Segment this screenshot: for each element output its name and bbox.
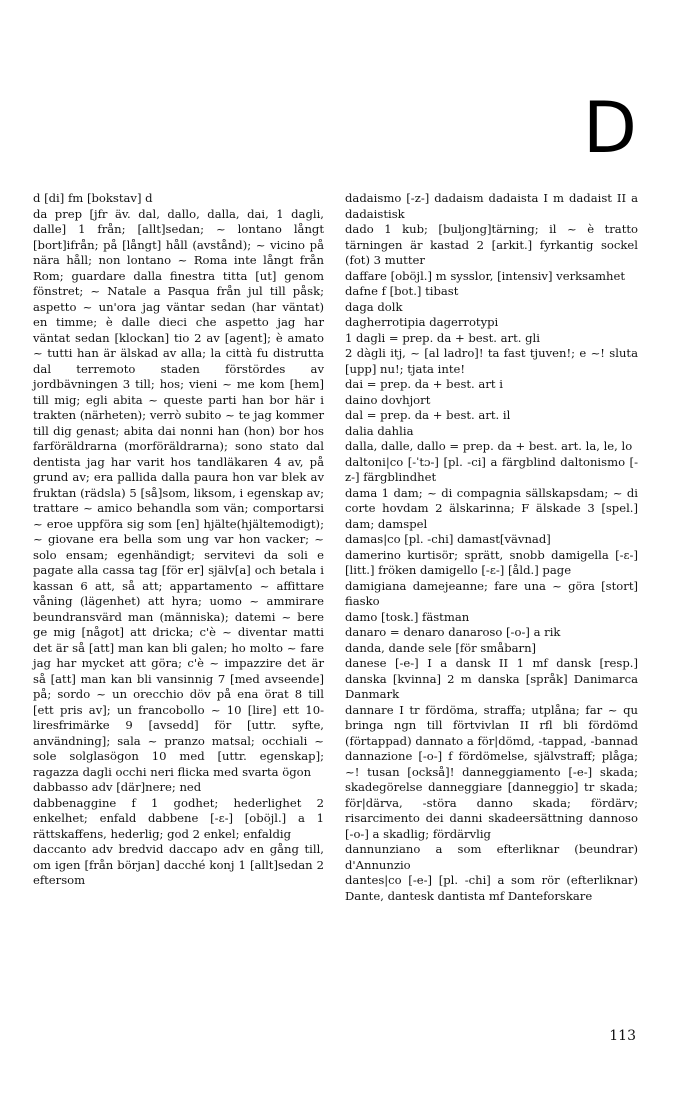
dictionary-entry: dama 1 dam; ~ di compagnia sällskapsdam; ~ di corte hovdam 2 älskarinna; F älskade 3 [spel.] dam; damspel [345,485,638,531]
dictionary-entry: damigiana damejeanne; fare una ~ göra [stort] fiasko [345,578,638,608]
dictionary-entry: 1 dagli = prep. da + best. art. gli [345,330,540,345]
dictionary-entry: d [di] fm [bokstav] d [33,191,153,205]
dictionary-entry: daga dolk [345,299,403,314]
dictionary-entry: daccanto adv bredvid daccapo adv en gång till, om igen [från början] dacché konj 1 [allt]sedan 2 eftersom [33,842,324,887]
dictionary-entry: 2 dàgli itj, ~ [al ladro]! ta fast tjuven!; e ~! sluta [upp] nu!; tjata inte! [345,346,638,376]
dictionary-entry: dagherrotipia dagerrotypi [345,315,499,329]
dictionary-entry: da prep [jfr äv. dal, dallo, dalla, dai, 1 dagli, dalle] 1 från; [allt]sedan; ~ lontano långt [bort]ifrån; på [långt] håll (avstånd); ~ vicino på nära håll; non lontano ~ Roma inte långt från Rom; guardare dalla finestra titta [ut] genom fönstret; ~ Natale a Pasqua från jul till påsk; aspetto ~ un'ora jag väntar sedan (har väntat) en timme; è dalle dieci che aspetto jag har väntat sedan [klockan] tio 2 av [agent]; è amato ~ tutti han är älskad av alla; la città fu distrutta dal terremoto staden förstördes av jordbävningen 3 till; hos; vieni ~ me kom [hem] till mig; egli abita ~ queste parti han bor här i trakten (närheten); verrò subito ~ te jag kommer till dig genast; abita dai nonni han (hon) bor hos farföräldrarna (morföräldrarna); sono stato dal dentista jag har varit hos tandläkaren 4 av, på grund av; era pallida dalla paura hon var blek av fruktan (rädsla) 5 [så]som, liksom, i egenskap av; trattare ~ amico behandla som vän; comportarsi ~ eroe uppföra sig som [en] hjälte(hjältemodigt); ~ giovane era bella som ung var hon vacker; ~ solo ensam; egenhändigt; servitevi da soli e pagate alla cassa tag [för er] själv[a] och betala i kassan 6 att, så att; appartamento ~ affittare våning (lägenhet) att hyra; uomo ~ ammirare beundransvärd man (människa); datemi ~ bere ge mig [något] att dricka; c'è ~ diventar matti det är så [att] man kan bli galen; ho molto ~ fare jag har mycket att göra; c'è ~ impazzire det är så [att] man kan bli vansinnig 7 [med avseende] på; sordo ~ un orecchio döv på ena örat 8 till [ett pris av]; un francobollo ~ 10 [lire] ett 10-liresfrimärke 9 [avsedd] för [uttr. syfte, användning]; sala ~ pranzo matsal; occhiali ~ sole solglasögon 10 med [uttr. egenskap]; ragazza dagli occhi neri flicka med svarta ögon [33,206,324,779]
dictionary-entry: danese [-e-] I a dansk II 1 mf dansk [resp.] danska [kvinna] 2 m danska [språk] Danimarca Danmark [345,656,638,701]
section-letter: D [583,87,637,169]
dictionary-entry: daino dovhjort [345,392,431,407]
dictionary-entry: dabbenaggine f 1 godhet; hederlighet 2 enkelhet; enfald dabbene [-ɛ-] [oböjl.] a 1 rättskaffens, hederlig; god 2 enkel; enfaldig [33,795,324,841]
dictionary-entry: dado 1 kub; [buljong]tärning; il ~ è tratto tärningen är kastad 2 [arkit.] fyrkantig sockel (fot) 3 mutter [345,222,638,267]
left-column [33,191,324,889]
dictionary-entry: dalla, dalle, dallo = prep. da + best. art. la, le, lo [345,439,633,453]
page-number: 113 [609,1028,636,1044]
dictionary-entry: dannare I tr fördöma, straffa; utplåna; far ~ qu bringa ngn till förtvivlan II rfl bli fördömd (förtappad) dannato a för|dömd, -tappad, -bannad dannazione [-o-] f fördömelse, självstraff; plåga; ~! tusan [också]! danneggiamento [-e-] skada; skadegörelse danneggiare [danneggio] tr skada; för|därva, -störa danno skada; fördärv; risarcimento dei danni skadeersättning dannoso [-o-] a skadlig; fördärvlig [345,702,638,841]
dictionary-entry: dannunziano a som efterliknar (beundrar) d'Annunzio [345,842,638,872]
dictionary-entry: damo [tosk.] fästman [345,609,470,624]
dictionary-entry: dai = prep. da + best. art i [345,377,503,391]
dictionary-entry: danaro = denaro danaroso [-o-] a rik [345,625,561,639]
dictionary-entry: damas|co [pl. -chi] damast[vävnad] [345,532,551,546]
dictionary-entry: dalia dahlia [345,423,414,438]
dictionary-entry: dal = prep. da + best. art. il [345,408,511,422]
right-column [345,191,638,904]
dictionary-entry: damerino kurtisör; sprätt, snobb damigella [-ɛ-] [litt.] fröken damigello [-ɛ-] [åld.] page [345,547,638,577]
dictionary-entry: dabbasso adv [där]nere; ned [33,780,202,794]
dictionary-entry: dantes|co [-e-] [pl. -chi] a som rör (efterliknar) Dante, dantesk dantista mf Danteforskare [345,873,638,903]
dictionary-entry: dafne f [bot.] tibast [345,284,459,298]
dictionary-entry: dadaismo [-z-] dadaism dadaista I m dadaist II a dadaistisk [345,191,638,221]
dictionary-entry: daltoni|co [-ˈtɔ-] [pl. -ci] a färgblind daltonismo [-z-] färgblindhet [345,454,638,484]
dictionary-entry: daffare [oböjl.] m sysslor, [intensiv] verksamhet [345,268,625,283]
dictionary-entry: danda, dande sele [för småbarn] [345,640,537,655]
